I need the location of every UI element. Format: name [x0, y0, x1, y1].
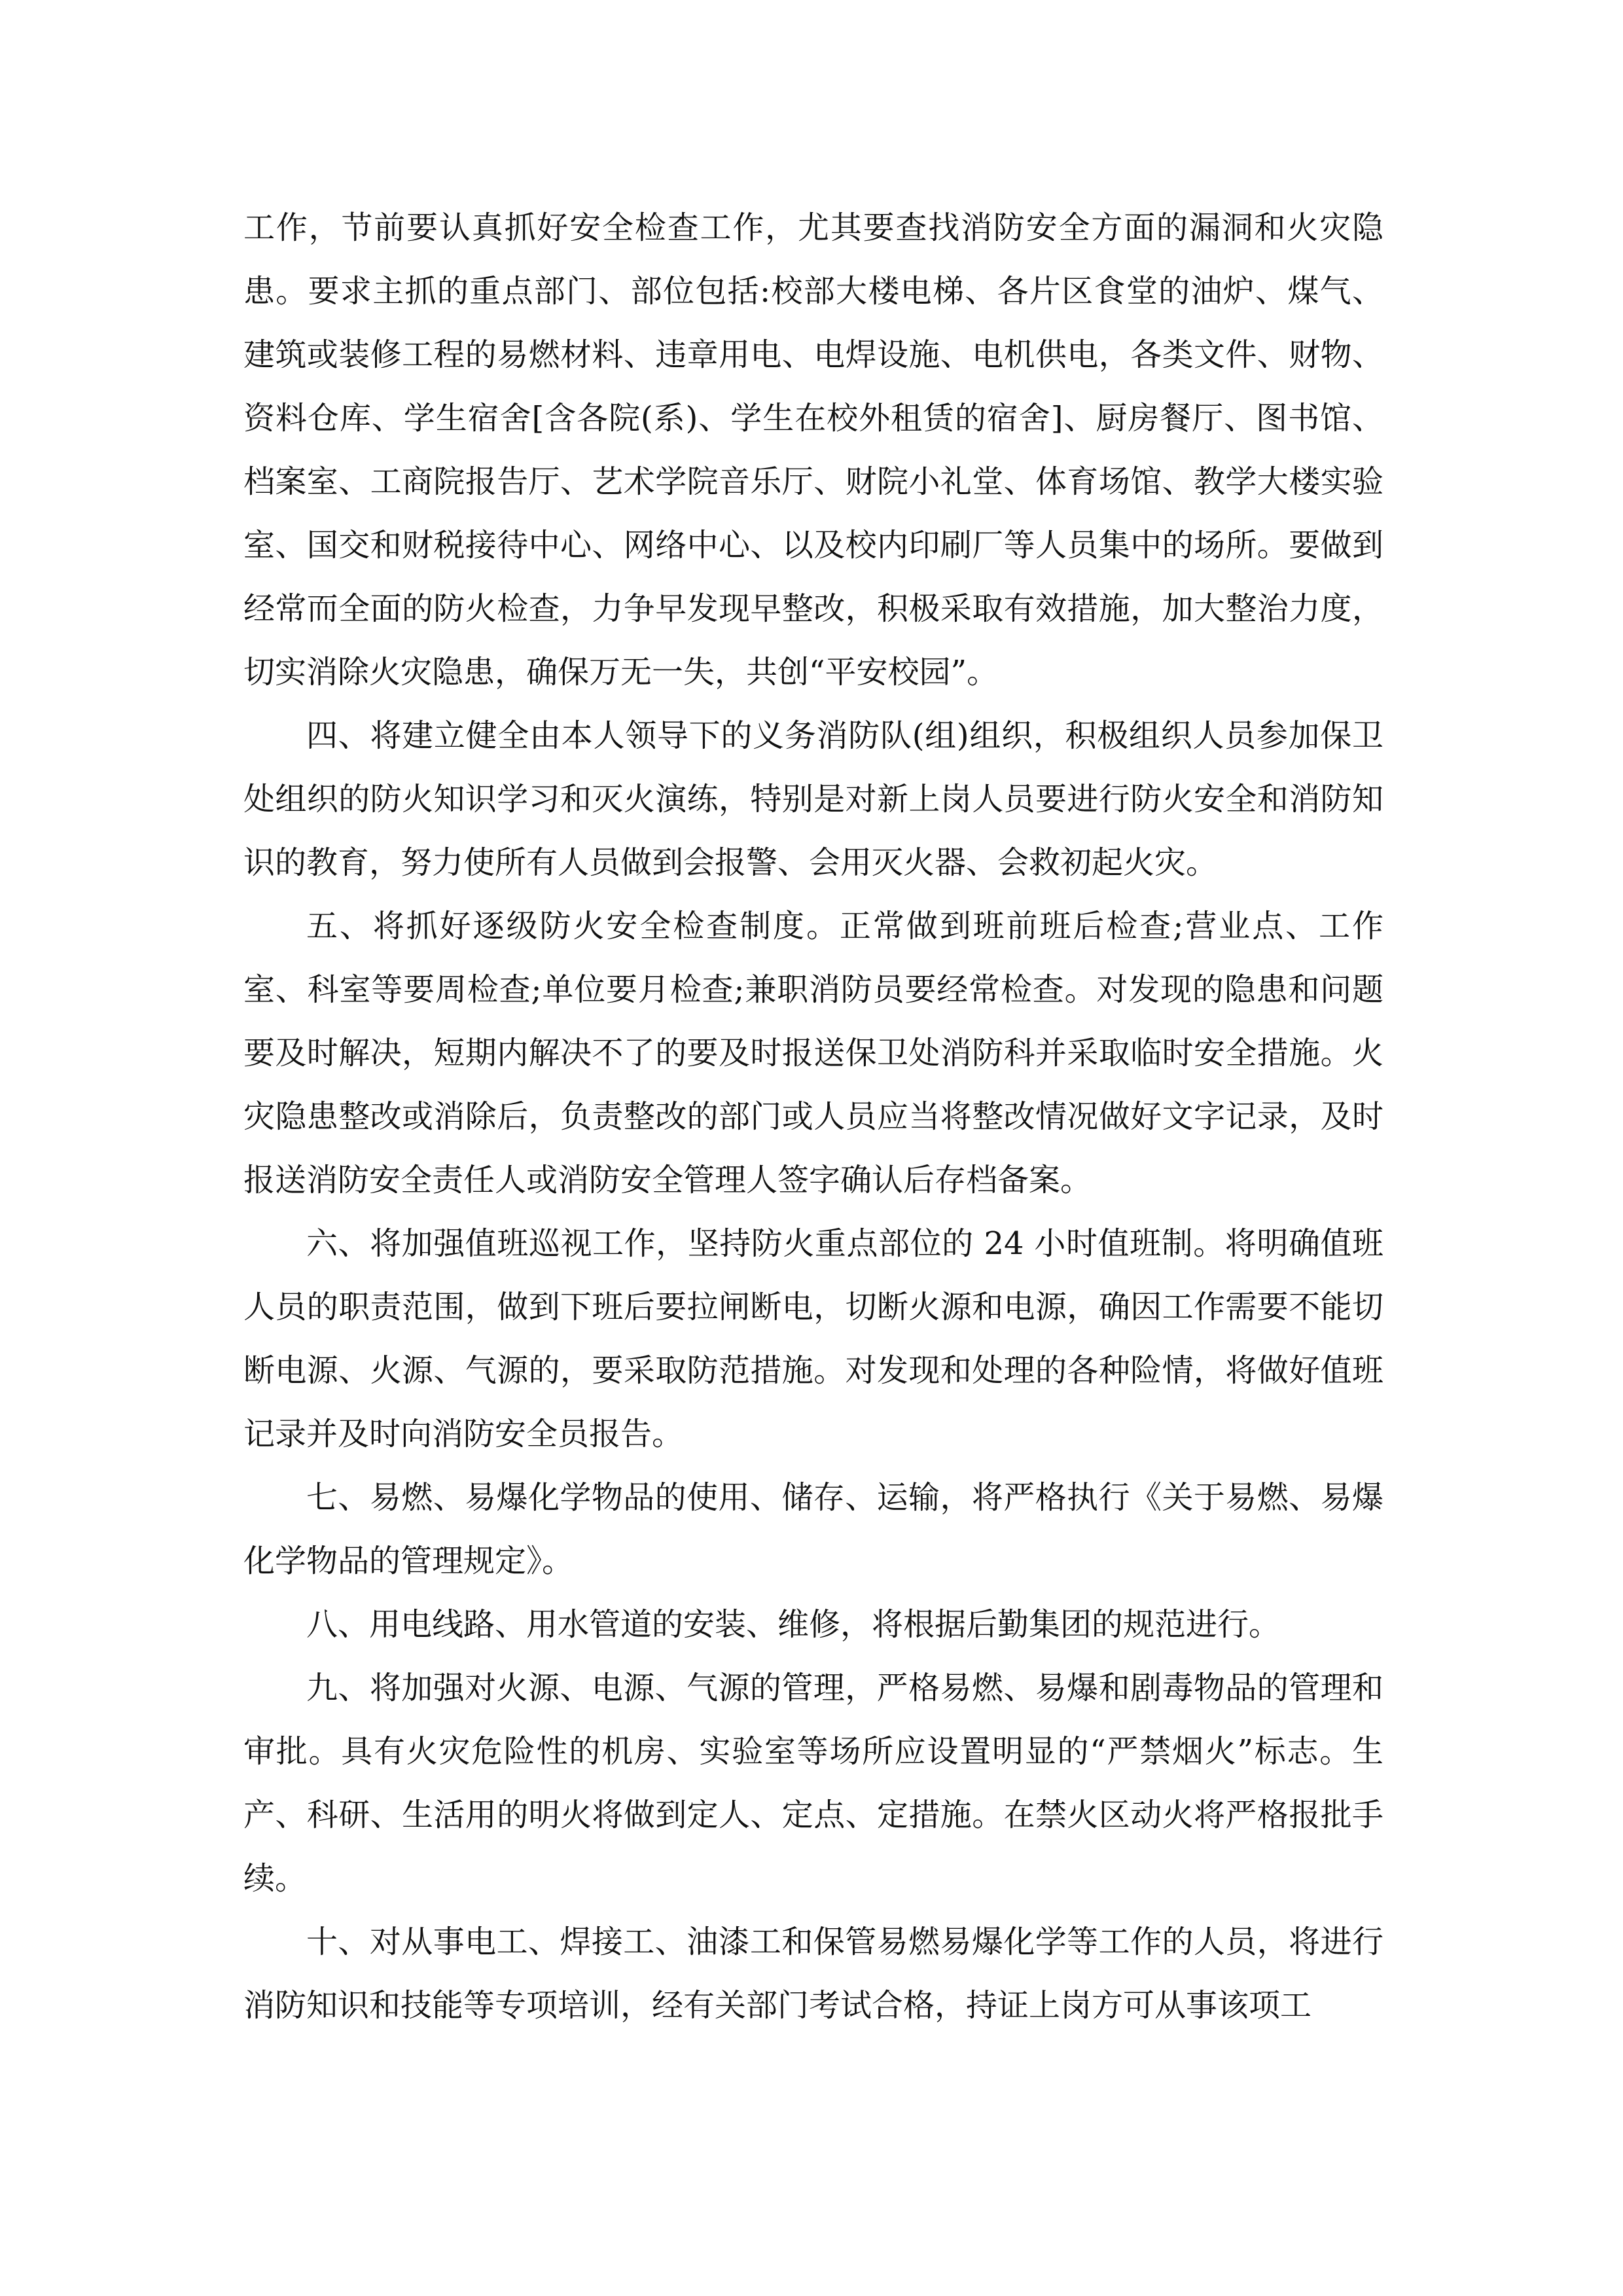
paragraph-item-7: 七、易燃、易爆化学物品的使用、储存、运输，将严格执行《关于易燃、易爆化学物品的管理规定》。 — [243, 1479, 1383, 1579]
paragraph-continued: 工作，节前要认真抓好安全检查工作，尤其要查找消防安全方面的漏洞和火灾隐患。要求主抓的重点部门、部位包括:校部大楼电梯、各片区食堂的油炉、煤气、建筑或装修工程的易燃材料、违章用电、电焊设施、电机供电，各类文件、财物、资料仓库、学生宿舍[含各院(系)、学生在校外租赁的宿舍]、厨房餐厅、图书馆、档案室、工商院报告厅、艺术学院音乐厅、财院小礼堂、体育场馆、教学大楼实验室、国交和财税接待中心、网络中心、以及校内印刷厂等人员集中的场所。要做到经常而全面的防火检查，力争早发现早整改，积极采取有效措施，加大整治力度，切实消除火灾隐患，确保万无一失，共创“平安校园”。 — [243, 209, 1383, 691]
paragraph-item-4: 四、将建立健全由本人领导下的义务消防队(组)组织，积极组织人员参加保卫处组织的防火知识学习和灭火演练，特别是对新上岗人员要进行防火安全和消防知识的教育，努力使所有人员做到会报警、会用灭火器、会救初起火灾。 — [243, 717, 1383, 881]
paragraph-item-6: 六、将加强值班巡视工作，坚持防火重点部位的 24 小时值班制。将明确值班人员的职责范围，做到下班后要拉闸断电，切断火源和电源，确因工作需要不能切断电源、火源、气源的，要采取防范措施。对发现和处理的各种险情，将做好值班记录并及时向消防安全员报告。 — [243, 1225, 1383, 1452]
paragraph-item-5: 五、将抓好逐级防火安全检查制度。正常做到班前班后检查;营业点、工作室、科室等要周检查;单位要月检查;兼职消防员要经常检查。对发现的隐患和问题要及时解决，短期内解决不了的要及时报送保卫处消防科并采取临时安全措施。火灾隐患整改或消除后，负责整改的部门或人员应当将整改情况做好文字记录，及时报送消防安全责任人或消防安全管理人签字确认后存档备案。 — [243, 908, 1383, 1198]
paragraph-item-8: 八、用电线路、用水管道的安装、维修，将根据后勤集团的规范进行。 — [306, 1606, 1281, 1643]
paragraph-item-9: 九、将加强对火源、电源、气源的管理，严格易燃、易爆和剧毒物品的管理和审批。具有火灾危险性的机房、实验室等场所应设置明显的“严禁烟火”标志。生产、科研、生活用的明火将做到定人、定点、定措施。在禁火区动火将严格报批手续。 — [243, 1670, 1383, 1897]
paragraph-item-10: 十、对从事电工、焊接工、油漆工和保管易燃易爆化学等工作的人员，将进行消防知识和技能等专项培训，经有关部门考试合格，持证上岗方可从事该项工 — [243, 1924, 1383, 2024]
document-body — [243, 196, 1383, 2037]
